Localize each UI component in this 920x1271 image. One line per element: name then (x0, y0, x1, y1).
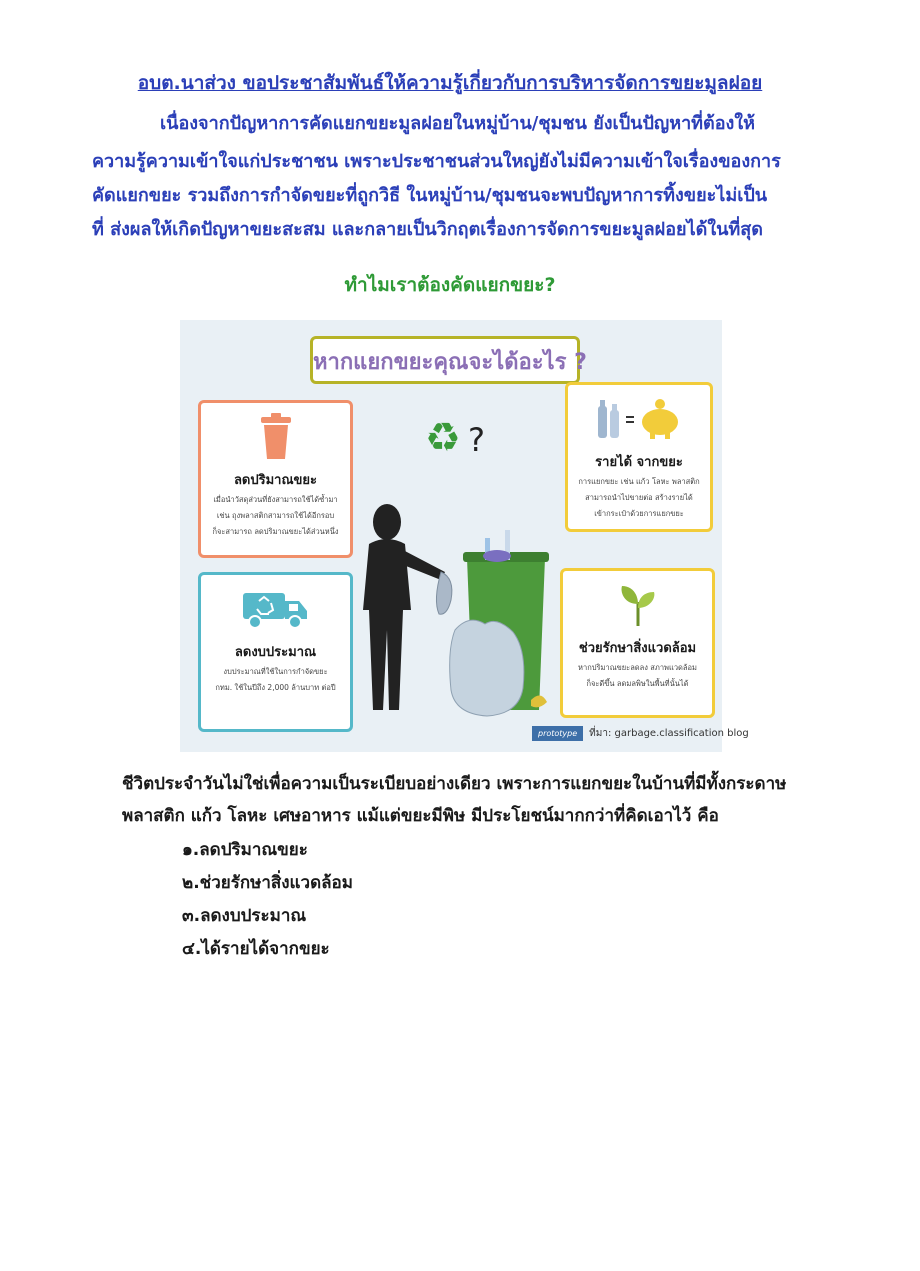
card-title: ช่วยรักษาสิ่งแวดล้อม (578, 641, 697, 656)
infographic-headline: หากแยกขยะคุณจะได้อะไร ? (310, 336, 580, 384)
benefits-list (182, 836, 353, 968)
card-title: รายได้ จากขยะ (595, 455, 683, 470)
card-text-line: หากปริมาณขยะลดลง สภาพแวดล้อม (578, 663, 697, 672)
card-title: ลดปริมาณขยะ (233, 473, 318, 488)
card-income-from-waste (565, 382, 713, 532)
question-mark: ? (468, 421, 485, 459)
infographic (180, 320, 749, 752)
plant-sprout-icon (563, 577, 712, 633)
section-question: ทำไมเราต้องคัดแยกขยะ? (344, 274, 556, 296)
card-text-line: เมื่อนำวัสดุส่วนที่ยังสามารถใช้ได้ซ้ำมา (213, 495, 338, 504)
card-reduce-budget (198, 572, 353, 732)
body-line-1: ชีวิตประจำวันไม่ใช่เพื่อความเป็นระเบียบอย่างเดียว เพราะการแยกขยะในบ้านที่มีทั้งกระดาษ (122, 774, 787, 794)
body-line-2: พลาสติก แก้ว โลหะ เศษอาหาร แม้แต่ขยะมีพิษ มีประโยชน์มากกว่าที่คิดเอาไว้ คือ (122, 806, 719, 826)
intro-line-2: ความรู้ความเข้าใจแก่ประชาชน เพราะประชาชนส่วนใหญ่ยังไม่มีความเข้าใจเรื่องของการ (92, 151, 781, 172)
intro-line-3: คัดแยกขยะ รวมถึงการกำจัดขยะที่ถูกวิธี ในหมู่บ้าน/ชุมชนจะพบปัญหาการทิ้งขยะไม่เป็น (92, 185, 768, 206)
card-text-line: งบประมาณที่ใช้ในการกำจัดขยะ (223, 667, 328, 676)
card-text-line: เข้ากระเป๋าด้วยการแยกขยะ (594, 509, 684, 518)
trash-bin-icon (201, 409, 350, 465)
person-throwing-trash-icon (355, 410, 555, 730)
list-item: ๓.ลดงบประมาณ (182, 906, 307, 926)
card-text-line: ก็จะสามารถ ลดปริมาณขยะได้ส่วนหนึ่ง (212, 527, 339, 536)
garbage-truck-icon (201, 581, 350, 637)
credit-text: ที่มา: garbage.classification blog (589, 727, 749, 739)
card-reduce-waste (198, 400, 353, 558)
card-protect-environment (560, 568, 715, 718)
list-item: ๑.ลดปริมาณขยะ (182, 840, 308, 860)
card-text-line: สามารถนำไปขายต่อ สร้างรายได้ (585, 493, 693, 502)
bottles-equals-piggy-bank-icon (568, 391, 710, 447)
card-text-line: ก็จะดีขึ้น ลดมลพิษในพื้นที่นั้นได้ (586, 679, 689, 688)
card-text-line: กทม. ใช้ในปีถึง 2,000 ล้านบาท ต่อปี (215, 683, 336, 692)
image-credit (532, 722, 749, 744)
intro-line-4: ที่ ส่งผลให้เกิดปัญหาขยะสะสม และกลายเป็นวิกฤตเรื่องการจัดการขยะมูลฝอยได้ในที่สุด (92, 219, 763, 240)
recycle-icon: ♻ (425, 415, 461, 461)
intro-line-1: เนื่องจากปัญหาการคัดแยกขยะมูลฝอยในหมู่บ้าน/ชุมชน ยังเป็นปัญหาที่ต้องให้ (160, 113, 755, 134)
card-text-line: เช่น ถุงพลาสติกสามารถใช้ได้อีกรอบ (216, 511, 335, 520)
list-item: ๒.ช่วยรักษาสิ่งแวดล้อม (182, 873, 353, 893)
card-title: ลดงบประมาณ (234, 645, 317, 660)
card-text-line: การแยกขยะ เช่น แก้ว โลหะ พลาสติก (578, 477, 700, 486)
list-item: ๔.ได้รายได้จากขยะ (182, 939, 330, 959)
credit-tag: prototype (532, 726, 583, 741)
document-title: อบต.นาส่วง ขอประชาสัมพันธ์ให้ความรู้เกี่ยวกับการบริหารจัดการขยะมูลฝอย (137, 72, 763, 94)
